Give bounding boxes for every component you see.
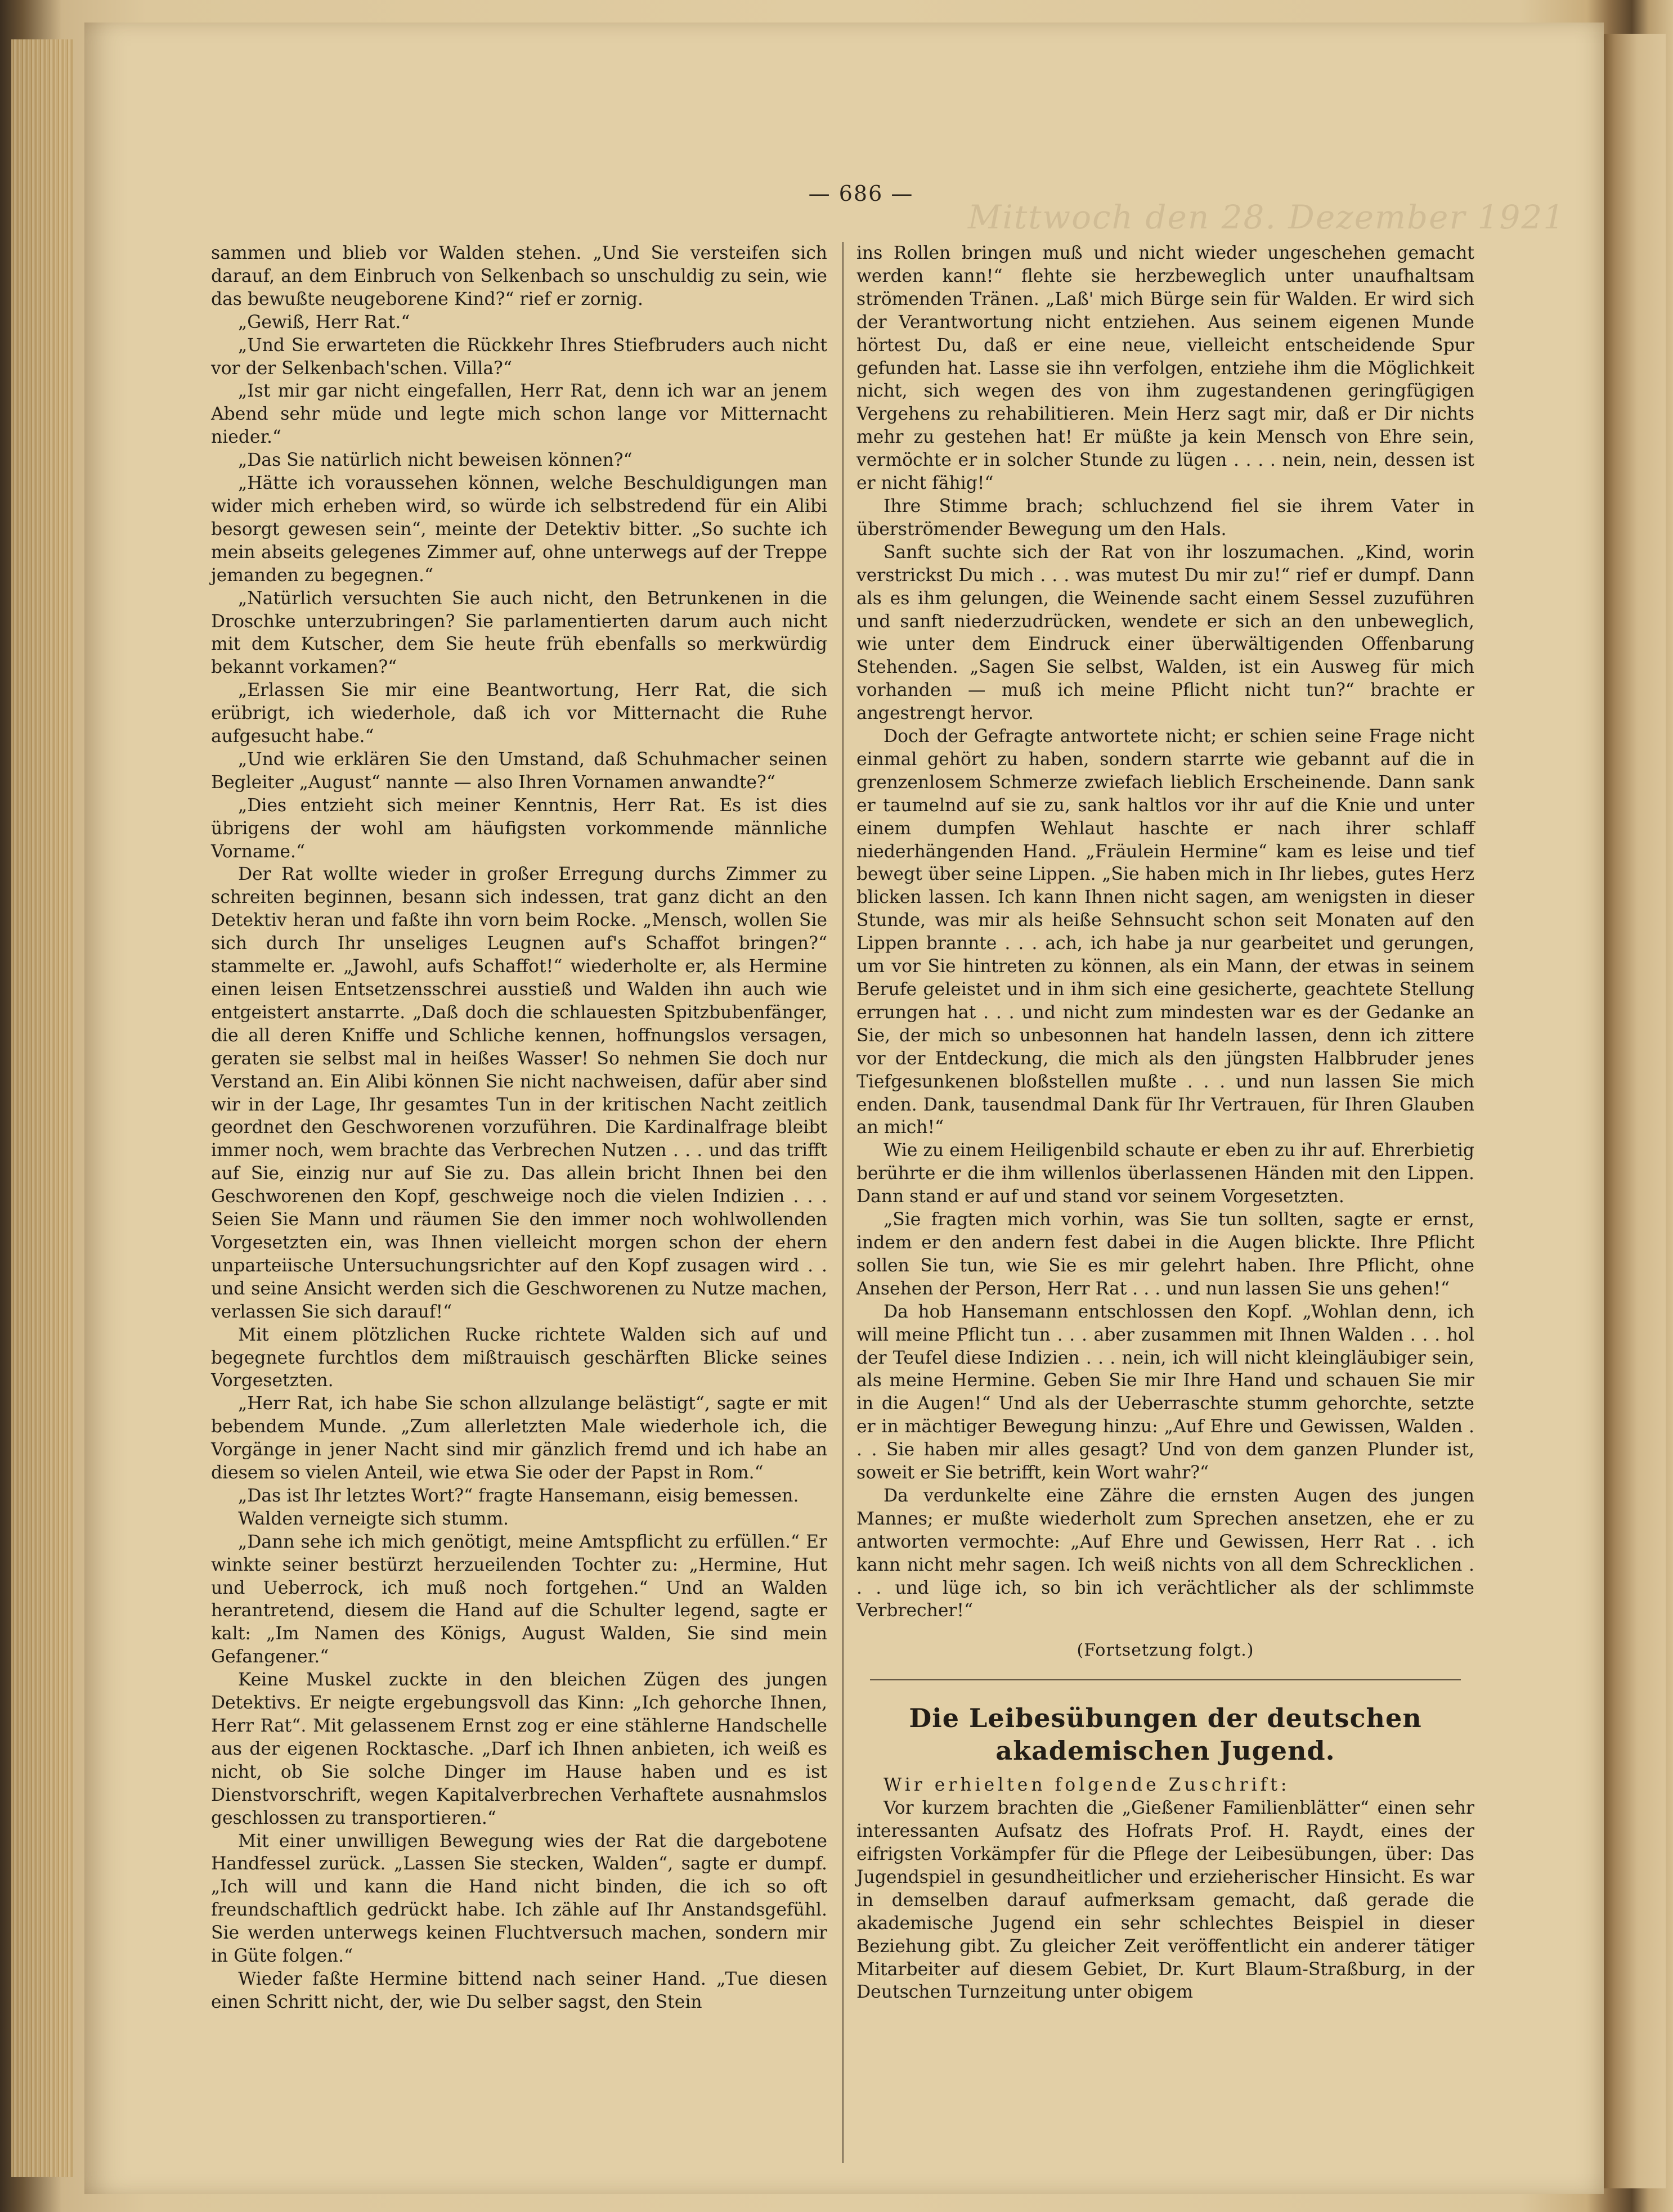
paragraph: Da verdunkelte eine Zähre die ernsten Augen des jungen Mannes; er mußte wiederholt zum Sprechen ansetzen, ehe er zu antworten vermochte: „Auf Ehre und Gewissen, Herr Rat . . ich kann nicht mehr sagen. Ich weiß nichts von all dem Schrecklichen . . . und lüge ich, so bin ich verächtlicher als der schlimmste Verbrecher!“	[856, 1485, 1474, 1621]
paragraph: „Das ist Ihr letztes Wort?“ fragte Hansemann, eisig bemessen.	[238, 1485, 799, 1506]
section-rule	[870, 1679, 1461, 1680]
paragraph: ins Rollen bringen muß und nicht wieder ungeschehen gemacht werden kann!“ flehte sie herzbeweglich unter unaufhaltsam strömenden Tränen. „Laß' mich Bürge sein für Walden. Er wird sich der Verantwortung nicht entziehen. Aus seinem eigenen Munde hörtest Du, daß er eine neue, vielleicht entscheidende Spur gefunden hat. Lasse sie ihn verfolgen, entziehe ihm die Möglichkeit nicht, sich wegen des von ihm zugestandenen geringfügigen Vergehens zu rehabilitieren. Mein Herz sagt mir, daß er Dir nichts mehr zu gestehen hat! Er müßte ja kein Mensch von Ehre sein, vermöchte er in solcher Stunde zu lügen . . . . nein, nein, dessen ist er nicht fähig!“	[856, 243, 1474, 494]
paragraph: „Das Sie natürlich nicht beweisen können?“	[238, 450, 633, 471]
continuation-note: (Fortsetzung folgt.)	[1077, 1640, 1254, 1661]
paragraph: „Hätte ich voraussehen können, welche Beschuldigungen man wider mich erheben wird, so würde ich selbstredend für ein Alibi besorgt gewesen sein“, meinte der Detektiv bitter. „So suchte ich mein abseits gelegenes Zimmer auf, ohne unterwegs auf der Treppe jemanden zu begegnen.“	[211, 473, 827, 586]
paragraph: Da hob Hansemann entschlossen den Kopf. „Wohlan denn, ich will meine Pflicht tun . . . aber zusammen mit Ihnen Walden . . . hol der Teufel diese Indizien . . . nein, ich will nicht kleingläubiger sein, als meine Hermine. Geben Sie mir Ihre Hand und schauen Sie mir in die Augen!“ Und als der Ueberraschte stumm gehorchte, setzte er in mächtiger Bewegung hinzu: „Auf Ehre und Gewissen, Walden . . . Sie haben mir alles gesagt? Und von dem ganzen Plunder ist, soweit er Sie betrifft, kein Wort wahr?“	[856, 1301, 1474, 1483]
paragraph: „Sie fragten mich vorhin, was Sie tun sollten, sagte er ernst, indem er den andern fest dabei in die Augen blickte. Ihre Pflicht sollen Sie tun, wie Sie es mir gelehrt haben. Ihre Pflicht, ohne Ansehen der Person, Herr Rat . . . und nun lassen Sie uns gehen!“	[856, 1210, 1474, 1299]
paragraph: „Natürlich versuchten Sie auch nicht, den Betrunkenen in die Droschke unterzubringen? Sie parlamentierten darum auch nicht mit dem Kutscher, dem Sie heute früh ebenfalls so merkwürdig bekannt vorkamen?“	[211, 588, 827, 678]
paragraph: sammen und blieb vor Walden stehen. „Und Sie versteifen sich darauf, an dem Einbruch von Selkenbach so unschuldig zu sein, wie das bewußte neugeborene Kind?“ rief er zornig.	[211, 243, 827, 309]
paragraph: Sanft suchte sich der Rat von ihr loszumachen. „Kind, worin verstrickst Du mich . . . was mutest Du mir zu!“ rief er dumpf. Dann als es ihm gelungen, die Weinende sacht einem Sessel zuzuführen und sanft niederzudrücken, wendete er sich an den unbeweglich, wie unter dem Eindruck einer überwältigenden Offenbarung Stehenden. „Sagen Sie selbst, Walden, ist ein Ausweg für mich vorhanden — muß ich meine Pflicht nicht tun?“ brachte er angestrengt hervor.	[856, 542, 1474, 724]
paragraph: „Und Sie erwarteten die Rückkehr Ihres Stiefbruders auch nicht vor der Selkenbach'schen. Villa?“	[211, 335, 827, 379]
right-page-edges	[1604, 34, 1666, 2188]
article-subheading: Wir erhielten folgende Zuschrift:	[883, 1775, 1290, 1796]
show-through-header: Mittwoch den 28. Dezember 1921	[968, 198, 1566, 236]
paragraph: „Dann sehe ich mich genötigt, meine Amtspflicht zu erfüllen.“ Er winkte seiner bestürzt herzueilenden Tochter zu: „Hermine, Hut und Ueberrock, ich muß noch fortgehen.“ Und an Walden herantretend, diesem die Hand auf die Schulter legend, sagte er kalt: „Im Namen des Königs, August Walden, Sie sind mein Gefangener.“	[211, 1531, 827, 1667]
left-column	[211, 242, 827, 2014]
page-number: — 686 —	[808, 181, 914, 206]
paragraph: Wieder faßte Hermine bittend nach seiner Hand. „Tue diesen einen Schritt nicht, der, wie Du selber sagst, den Stein	[211, 1968, 827, 2012]
paragraph: „Herr Rat, ich habe Sie schon allzulange belästigt“, sagte er mit bebendem Munde. „Zum allerletzten Male wiederhole ich, die Vorgänge in jener Nacht sind mir gänzlich fremd und ich habe an diesem so vielen Anteil, wie etwa Sie oder der Papst in Rom.“	[211, 1393, 827, 1483]
paragraph: Mit einem plötzlichen Rucke richtete Walden sich auf und begegnete furchtlos dem mißtrauisch geschärften Blicke seines Vorgesetzten.	[211, 1324, 827, 1391]
paragraph: Wie zu einem Heiligenbild schaute er eben zu ihr auf. Ehrerbietig berührte er die ihm willenlos überlassenen Händen mit den Lippen. Dann stand er auf und stand vor seinem Vorgesetzten.	[856, 1140, 1474, 1207]
paragraph: Ihre Stimme brach; schluchzend fiel sie ihrem Vater in überströmender Bewegung um den Hals.	[856, 496, 1474, 539]
article-headline: Die Leibesübungen der deutschen akademischen Jugend.	[909, 1703, 1422, 1766]
paragraph: Der Rat wollte wieder in großer Erregung durchs Zimmer zu schreiten beginnen, besann sich indessen, trat ganz dicht an den Detektiv heran und faßte ihn vorn beim Rocke. „Mensch, wollen Sie sich durch Ihr unseliges Leugnen auf's Schaffot bringen?“ stammelte er. „Jawohl, aufs Schaffot!“ wiederholte er, als Hermine einen leisen Entsetzensschrei ausstieß und Walden ihn auch wie entgeistert anstarrte. „Daß doch die schlauesten Spitzbubenfänger, die all deren Kniffe und Schliche kennen, hoffnungslos versagen, geraten sie selbst mal in heißes Wasser! So nehmen Sie doch nur Verstand an. Ein Alibi können Sie nicht nachweisen, dafür aber sind wir in der Lage, Ihr gesamtes Tun in der kritischen Nacht zeitlich geordnet den Geschworenen vorzuführen. Die Kardinalfrage bleibt immer noch, wem brachte das Verbrechen Nutzen . . . und das trifft auf Sie, einzig nur auf Sie zu. Das allein bricht Ihnen bei den Geschworenen den Kopf, geschweige noch die vielen Indizien . . . Seien Sie Mann und räumen Sie den immer noch wohlwollenden Vorgesetzten ein, was Ihnen vielleicht morgen schon der ehern unparteiische Untersuchungsrichter auf den Kopf zusagen wird . . und seine Ansicht werden sich die Geschworenen zu Nutze machen, verlassen Sie sich darauf!“	[211, 864, 827, 1322]
story-continuation	[856, 242, 1474, 1622]
article-body: Vor kurzem brachten die „Gießener Familienblätter“ einen sehr interessanten Aufsatz des Hofrats Prof. H. Raydt, eines der eifrigsten Vorkämpfer für die Pflege der Leibesübungen, über: Das Jugendspiel in gesundheitlicher und erzieherischer Hinsicht. Es war in demselben darauf aufmerksam gemacht, daß gerade die akademische Jugend ein sehr schlechtes Beispiel in dieser Beziehung gibt. Zu gleicher Zeit veröffentlicht ein anderer tätiger Mitarbeiter auf diesem Gebiet, Dr. Kurt Blaum-Straßburg, in der Deutschen Turnzeitung unter obigem	[856, 1798, 1474, 2003]
paragraph: „Ist mir gar nicht eingefallen, Herr Rat, denn ich war an jenem Abend sehr müde und legte mich schon lange vor Mitternacht nieder.“	[211, 381, 827, 448]
left-page-edges	[11, 39, 73, 2177]
paragraph: „Dies entzieht sich meiner Kenntnis, Herr Rat. Es ist dies übrigens der wohl am häufigsten vorkommende männliche Vorname.“	[211, 795, 827, 862]
paragraph: „Und wie erklären Sie den Umstand, daß Schuhmacher seinen Begleiter „August“ nannte — also Ihren Vornamen anwandte?“	[211, 749, 827, 793]
paragraph: „Erlassen Sie mir eine Beantwortung, Herr Rat, die sich erübrigt, ich wiederhole, daß ich vor Mitternacht die Ruhe aufgesucht habe.“	[211, 680, 827, 747]
paragraph: „Gewiß, Herr Rat.“	[238, 312, 410, 332]
paragraph: Mit einer unwilligen Bewegung wies der Rat die dargebotene Handfessel zurück. „Lassen Sie stecken, Walden“, sagte er dumpf. „Ich will und kann die Hand nicht binden, die ich so oft freundschaftlich gedrückt habe. Ich zähle auf Ihr Anstandsgefühl. Sie werden unterwegs keinen Fluchtversuch machen, sondern mir in Güte folgen.“	[211, 1831, 827, 1967]
paragraph: Doch der Gefragte antwortete nicht; er schien seine Frage nicht einmal gehört zu haben, sondern starrte wie gebannt auf die in grenzenlosem Schmerze zwiefach lieblich Erscheinende. Dann sank er taumelnd auf sie zu, sank haltlos vor ihr auf die Knie und unter einem dumpfen Wehlaut haschte er nach ihrer schlaff niederhängenden Hand. „Fräulein Hermine“ kam es leise und tief bewegt über seine Lippen. „Sie haben mich in Ihr liebes, gutes Herz blicken lassen. Ich kann Ihnen nicht sagen, am wenigsten in dieser Stunde, was mir als heiße Sehnsucht schon seit Monaten auf den Lippen brannte . . . ach, ich habe ja nur gearbeitet und gerungen, um vor Sie hintreten zu können, als ein Mann, der etwas in seinem Berufe geleistet und in ihm sich eine gesicherte, geachtete Stellung errungen hat . . . und nicht zum mindesten war es der Gedanke an Sie, der mich so unbesonnen hat handeln lassen, denn ich zittere vor der Entdeckung, die mich als den jüngsten Halbbruder jenes Tiefgesunkenen bloßstellen mußte . . . und nun lassen Sie mich enden. Dank, tausendmal Dank für Ihr Vertrauen, für Ihren Glauben an mich!“	[856, 726, 1474, 1138]
paragraph: Keine Muskel zuckte in den bleichen Zügen des jungen Detektivs. Er neigte ergebungsvoll das Kinn: „Ich gehorche Ihnen, Herr Rat“. Mit gelassenem Ernst zog er eine stählerne Handschelle aus der eigenen Rocktasche. „Darf ich Ihnen anbieten, ich weiß es nicht, ob Sie solche Dinger im Hause haben und es ist Dienstvorschrift, wegen Kapitalverbrechen Verhaftete ausnahmslos geschlossen zu transportieren.“	[211, 1670, 827, 1828]
column-divider	[842, 242, 844, 2163]
paragraph: Walden verneigte sich stumm.	[238, 1508, 509, 1529]
right-column	[856, 242, 1474, 2004]
